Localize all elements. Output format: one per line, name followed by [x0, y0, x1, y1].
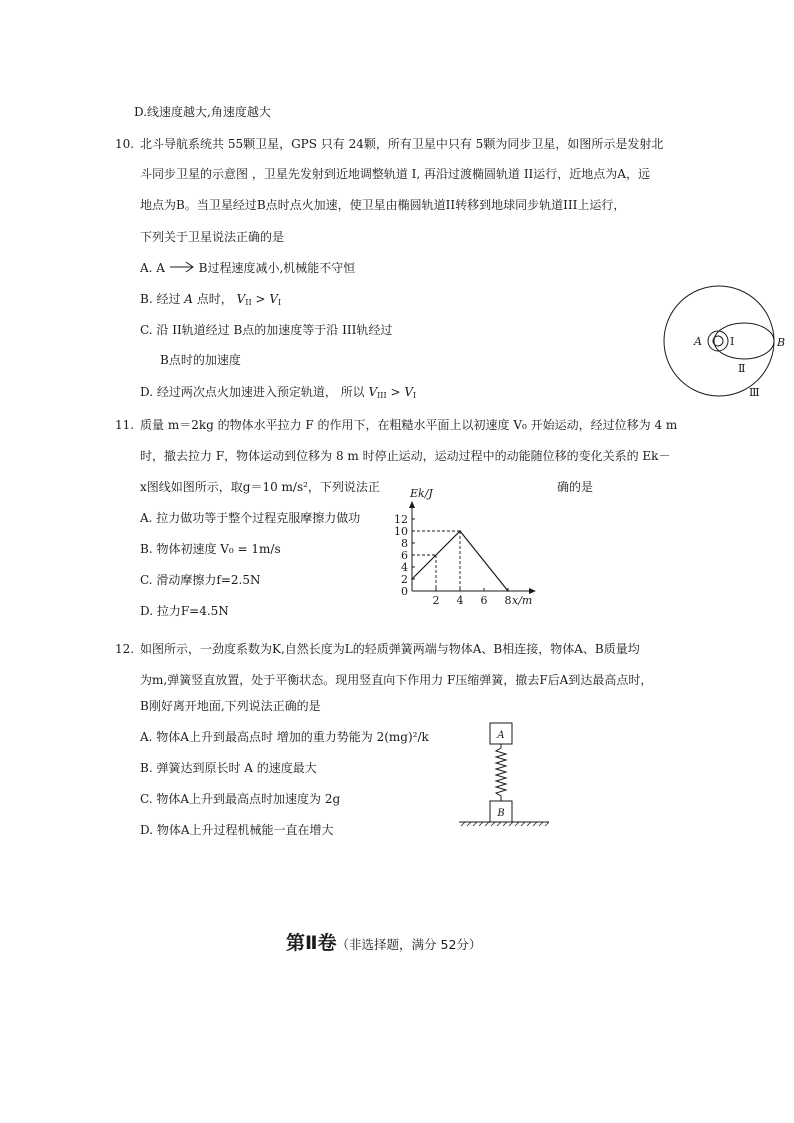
q9-option-d: D.线速度越大,角速度越大 [134, 105, 271, 119]
q10-option-b-v2: V [269, 292, 278, 306]
q11-number: 11. [115, 418, 135, 432]
q10-option-d-v1: V [368, 385, 378, 399]
y-tick-label: 6 [401, 549, 408, 562]
q10-option-b-text: 点时， [196, 292, 233, 306]
spring-diagram [455, 722, 555, 828]
q10-option-d-v2: V [404, 385, 413, 399]
q11-stem-line3-b: 确的是 [557, 480, 594, 494]
q10-stem-line1: 北斗导航系统共 55颗卫星，GPS 只有 24颗，所有卫星中只有 5颗为同步卫星，如图所示是发射北 [140, 137, 664, 151]
q10-option-b-v1-sub: II [245, 298, 252, 307]
q10-number: 10. [115, 137, 135, 151]
q12-option-a[interactable]: A. 物体A上升到最高点时 增加的重力势能为 2(mg)²/k [140, 730, 429, 744]
orbit-label-a: A [694, 335, 702, 348]
ground-hatch [461, 822, 549, 826]
q10-option-b[interactable] [140, 291, 281, 311]
spring-coil [496, 744, 506, 801]
orbit-i-circle [708, 331, 728, 351]
q12-stem-line3: B刚好离开地面,下列说法正确的是 [140, 699, 321, 713]
ek-data-point [411, 578, 413, 580]
q10-option-d-v2-sub: I [413, 391, 417, 400]
x-axis-label: x/m [512, 594, 533, 607]
q10-option-b-v1: V [236, 292, 246, 306]
q10-option-a[interactable] [140, 260, 355, 276]
q10-stem-line4: 下列关于卫星说法正确的是 [140, 230, 285, 244]
x-tick-label: 6 [480, 594, 488, 607]
section-title-main: 第Ⅱ卷 [286, 932, 337, 954]
orbit-label-ii: Ⅱ [738, 362, 746, 375]
ek-x-chart [388, 483, 558, 607]
y-axis-arrow [409, 501, 415, 508]
orbit-iii-circle [664, 286, 774, 396]
block-b-label: B [497, 808, 505, 819]
ek-data-point [459, 530, 461, 532]
q10-option-c-line2: B点时的加速度 [160, 353, 241, 367]
q10-option-b-compare: > [255, 292, 270, 306]
q11-option-a[interactable]: A. 拉力做功等于整个过程克服摩擦力做功 [140, 511, 361, 525]
x-tick-label: 4 [456, 594, 464, 607]
orbit-label-iii: Ⅲ [749, 386, 760, 399]
y-tick-label: 8 [401, 537, 408, 550]
q11-option-d[interactable]: D. 拉力F=4.5N [140, 604, 229, 618]
y-axis-label: Ek/J [410, 487, 433, 500]
orbit-diagram [656, 284, 794, 406]
y-tick-label: 2 [401, 573, 408, 586]
orbit-label-i: I [730, 335, 735, 348]
q10-stem-line2: 斗同步卫星的示意图 ，卫星先发射到近地调整轨道 I, 再沿过渡椭圆轨道 II运行，近地点为A，远 [140, 167, 650, 181]
q11-option-c[interactable]: C. 滑动摩擦力f=2.5N [140, 573, 261, 587]
q12-option-d[interactable]: D. 物体A上升过程机械能一直在增大 [140, 823, 334, 837]
q12-stem-line2: 为m,弹簧竖直放置，处于平衡状态。现用竖直向下作用力 F压缩弹簧，撤去F后A到达最高点时， [140, 673, 653, 687]
q10-option-b-prefix: B. 经过 [140, 292, 181, 306]
y-tick-label: 0 [401, 585, 408, 598]
right-arrow-icon [169, 261, 195, 273]
q10-option-d-v1-sub: III [377, 391, 387, 400]
section-title [286, 928, 481, 955]
block-a-label: A [497, 730, 505, 741]
y-tick-label: 12 [394, 513, 408, 526]
q10-option-d-text: D. 经过两次点火加速进入预定轨道， 所以 [140, 385, 365, 399]
q10-stem-line3: 地点为B。当卫星经过B点时点火加速，使卫星由椭圆轨道II转移到地球同步轨道III上运行， [140, 198, 626, 212]
q10-option-c-line1[interactable]: C. 沿 II轨道经过 B点的加速度等于沿 III轨经过 [140, 323, 393, 337]
q10-option-b-point: A [184, 292, 193, 306]
q11-option-b[interactable]: B. 物体初速度 V₀ = 1m/s [140, 542, 281, 556]
q10-option-b-v2-sub: I [278, 298, 282, 307]
q12-option-b[interactable]: B. 弹簧达到原长时 A 的速度最大 [140, 761, 317, 775]
q10-option-a-suffix: B过程速度减小,机械能不守恒 [198, 261, 356, 275]
x-tick-label: 8 [504, 594, 512, 607]
y-tick-label: 4 [401, 561, 408, 574]
q10-option-d-compare: > [390, 385, 405, 399]
section-title-sub: （非选择题，满分 52分） [336, 937, 482, 952]
x-tick-label: 2 [432, 594, 440, 607]
q11-stem-line3-a: x图线如图所示，取g＝10 m/s²，下列说法正 [140, 480, 380, 494]
orbit-label-b: B [777, 336, 786, 349]
y-tick-label: 10 [394, 525, 408, 538]
q11-stem-line1: 质量 m＝2kg 的物体水平拉力 F 的作用下，在粗糙水平面上以初速度 V₀ 开始运动，经过位移为 4 m [140, 418, 678, 432]
q10-option-d[interactable] [140, 384, 416, 404]
q12-option-c[interactable]: C. 物体A上升到最高点时加速度为 2g [140, 792, 341, 806]
q10-option-a-prefix: A. A [140, 261, 165, 275]
q12-number: 12. [115, 642, 135, 656]
ek-data-point [507, 590, 509, 592]
q11-stem-line2: 时，撤去拉力 F，物体运动到位移为 8 m 时停止运动，运动过程中的动能随位移的变化关系的 Ek－ [140, 449, 671, 463]
q12-stem-line1: 如图所示，一劲度系数为K,自然长度为L的轻质弹簧两端与物体A、B相连接，物体A、B质量均 [140, 642, 640, 656]
